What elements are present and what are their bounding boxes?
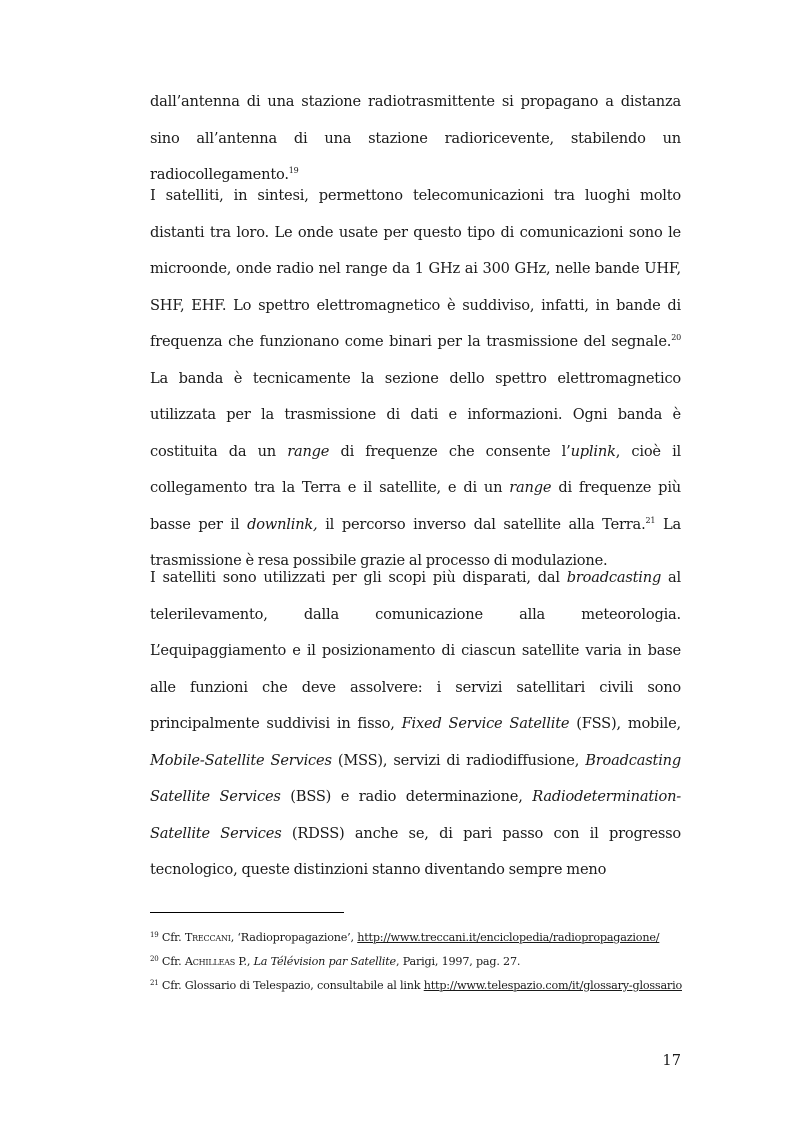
footnote-link[interactable]: http://www.treccani.it/enciclopedia/radiopropagazione/ xyxy=(357,931,660,944)
footnote-number: 21 xyxy=(150,979,159,987)
footnote-number: 20 xyxy=(150,955,159,963)
text: di frequenze più basse per il xyxy=(150,479,681,533)
italic-term: Radiodetermination-Satellite Services xyxy=(150,788,681,842)
text: dall’antenna di una stazione radiotrasmittente si propagano a distanza sino all’antenna di una stazione radioricevente, stabilendo un radiocollegamento. xyxy=(150,93,681,183)
footnote-ref-20[interactable]: 20 xyxy=(671,333,681,342)
text: di frequenze che consente l’ xyxy=(329,442,571,460)
text: (MSS), servizi di radiodiffusione, xyxy=(331,751,586,769)
text: (BSS) e radio determinazione, xyxy=(280,788,533,805)
footnote-link[interactable]: http://www.telespazio.com/it/glossary-glossario xyxy=(423,979,682,992)
footnote-number: 19 xyxy=(150,931,159,939)
text: La banda è tecnicamente la sezione dello spettro elettromagnetico utilizzata per la trasmissione di dati e informazioni. Ogni banda è costituita da un xyxy=(150,369,681,460)
footnote-ref-19[interactable]: 19 xyxy=(288,166,299,175)
page-number: 17 xyxy=(662,1052,681,1069)
footnote-ref-21[interactable]: 21 xyxy=(645,515,656,525)
italic-term: range xyxy=(509,479,552,496)
italic-term: Broadcasting Satellite Services xyxy=(150,751,682,805)
footnote-author: Achilleas xyxy=(184,955,236,968)
text: , cioè il collegamento tra la Terra e il satellite, e di un xyxy=(150,442,681,496)
paragraph-3 xyxy=(150,560,681,889)
footnote-19 xyxy=(150,926,710,950)
text: I satelliti, in sintesi, permettono telecomunicazioni tra luoghi molto distanti tra loro. Le onde usate per questo tipo di comunicazioni sono le microonde, onde radio nel range da 1 GHz ai 300 GHz, nelle bande UHF, SHF, EHF. Lo spettro elettromagnetico è suddiviso, infatti, in bande di frequenza che funzionano come binari per la trasmissione del segnale. xyxy=(150,187,681,350)
italic-term: broadcasting xyxy=(566,569,662,586)
text: I satelliti sono utilizzati per gli scopi più disparati, dal xyxy=(150,569,567,586)
italic-term: downlink, xyxy=(247,515,318,533)
footnote-text: Cfr. xyxy=(158,955,185,968)
footnote-21 xyxy=(150,974,710,998)
text: (FSS), mobile, xyxy=(569,715,681,732)
text: al telerilevamento, dalla comunicazione alla meteorologia. L’equipaggiamento e il posizionamento di ciascun satellite varia in base alle funzioni che deve assolvere: i servizi satellitari civili sono principalmente suddivisi in fisso, xyxy=(150,569,681,732)
footnotes xyxy=(150,926,710,998)
text: La trasmissione è resa possibile grazie al processo di modulazione. xyxy=(150,515,681,569)
footnote-text: , ‘Radiopropagazione’, xyxy=(230,931,358,944)
footnote-text: P., xyxy=(235,955,254,968)
footnote-title: La Télévision par Satellite xyxy=(253,955,396,968)
footnote-20 xyxy=(150,950,710,974)
paragraph-2 xyxy=(150,178,681,580)
footnote-author: Treccani xyxy=(184,931,231,944)
italic-term: Mobile-Satellite Services xyxy=(150,751,332,769)
italic-term: range xyxy=(287,442,330,460)
footnote-separator xyxy=(150,912,344,913)
italic-term: Fixed Service Satellite xyxy=(401,715,570,732)
text: il percorso inverso dal satellite alla Terra. xyxy=(317,515,646,533)
footnote-text: Cfr. xyxy=(158,931,185,944)
text: (RDSS) anche se, di pari passo con il progresso tecnologico, queste distinzioni stanno diventando sempre meno xyxy=(150,824,681,878)
footnote-text: , Parigi, 1997, pag. 27. xyxy=(395,955,521,968)
italic-term: uplink xyxy=(570,442,616,460)
footnote-text: Cfr. Glossario di Telespazio, consultabile al link xyxy=(158,979,424,992)
